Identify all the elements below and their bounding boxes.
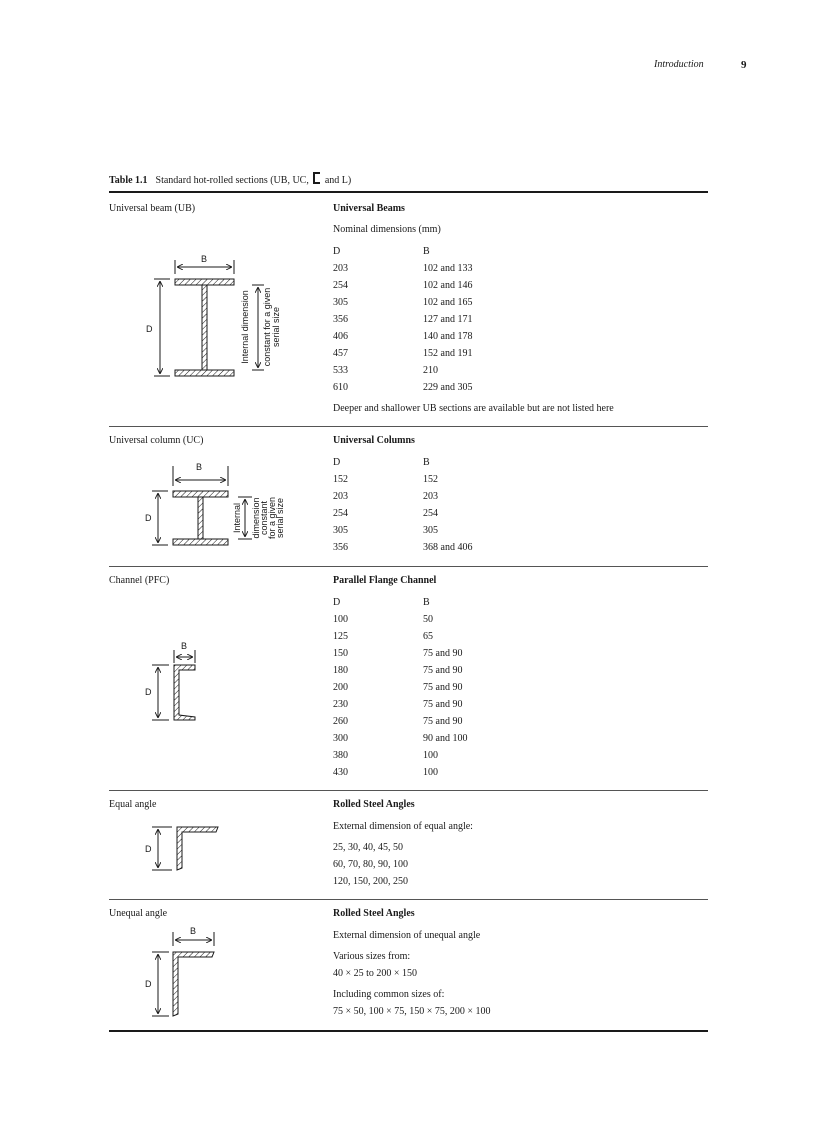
section-name-uc: Universal column (UC) <box>109 435 204 446</box>
cell-b: 127 and 171 <box>423 314 473 325</box>
uc-fig-label-line1: Internal <box>232 502 242 534</box>
cell-b: 65 <box>423 631 433 642</box>
uc-fig-b-label: B <box>196 462 203 472</box>
uc-col-d: D <box>333 457 341 468</box>
running-header-title: Introduction <box>654 59 704 70</box>
uneq-common-label: Including common sizes of: <box>333 989 445 1000</box>
cell-d: 533 <box>333 365 348 376</box>
ub-col-b: B <box>423 246 430 257</box>
cell-b: 90 and 100 <box>423 733 468 744</box>
ub-fig-label-line2: constant for a given <box>262 287 272 367</box>
cell-b: 305 <box>423 525 438 536</box>
cell-b: 100 <box>423 750 438 761</box>
heading-universal-beams: Universal Beams <box>333 203 405 214</box>
cell-b: 75 and 90 <box>423 682 463 693</box>
cell-b: 203 <box>423 491 438 502</box>
uneq-subheading: External dimension of unequal angle <box>333 930 481 941</box>
uneq-fig-b-label: B <box>190 926 197 936</box>
cell-d: 610 <box>333 382 348 393</box>
cell-b: 368 and 406 <box>423 542 473 553</box>
cell-d: 300 <box>333 733 348 744</box>
cell-b: 229 and 305 <box>423 382 473 393</box>
section-divider <box>109 899 708 900</box>
cell-d: 152 <box>333 474 348 485</box>
cell-b: 140 and 178 <box>423 331 473 342</box>
eq-fig-d-label: D <box>145 844 152 854</box>
cell-d: 430 <box>333 767 348 778</box>
pfc-col-b: B <box>423 597 430 608</box>
cell-b: 102 and 165 <box>423 297 473 308</box>
page-number: 9 <box>741 59 747 71</box>
table-label: Table 1.1 <box>109 175 148 186</box>
channel-section-icon <box>313 172 320 184</box>
cell-b: 152 and 191 <box>423 348 473 359</box>
cell-b: 210 <box>423 365 438 376</box>
uc-fig-label-line5: serial size <box>275 497 285 539</box>
table-top-rule <box>109 191 708 193</box>
section-name-equal-angle: Equal angle <box>109 799 157 810</box>
caption-text-before: Standard hot-rolled sections (UB, UC, <box>155 175 309 186</box>
cell-d: 260 <box>333 716 348 727</box>
cell-d: 380 <box>333 750 348 761</box>
heading-rolled-steel-angles-equal: Rolled Steel Angles <box>333 799 415 810</box>
ub-subheading: Nominal dimensions (mm) <box>333 224 441 235</box>
cell-b: 75 and 90 <box>423 665 463 676</box>
cell-d: 457 <box>333 348 348 359</box>
cell-d: 305 <box>333 297 348 308</box>
section-name-pfc: Channel (PFC) <box>109 575 170 586</box>
eq-sizes-line3: 120, 150, 200, 250 <box>333 876 408 887</box>
cell-d: 203 <box>333 263 348 274</box>
eq-subheading: External dimension of equal angle: <box>333 821 473 832</box>
uc-fig-label-line3: constant <box>259 500 269 536</box>
section-divider <box>109 790 708 791</box>
ub-fig-b-label: B <box>201 254 208 264</box>
cell-b: 75 and 90 <box>423 699 463 710</box>
cell-b: 75 and 90 <box>423 648 463 659</box>
heading-universal-columns: Universal Columns <box>333 435 415 446</box>
section-divider <box>109 566 708 567</box>
uneq-common-sizes: 75 × 50, 100 × 75, 150 × 75, 200 × 100 <box>333 1006 491 1017</box>
cell-b: 100 <box>423 767 438 778</box>
cell-d: 125 <box>333 631 348 642</box>
pfc-fig-b-label: B <box>181 641 188 651</box>
channel-diagram <box>140 638 230 728</box>
cell-d: 406 <box>333 331 348 342</box>
cell-d: 254 <box>333 508 348 519</box>
cell-b: 102 and 133 <box>423 263 473 274</box>
eq-sizes-line2: 60, 70, 80, 90, 100 <box>333 859 408 870</box>
unequal-angle-diagram <box>140 926 230 1021</box>
uc-fig-label-line2: dimension <box>251 497 261 539</box>
uc-fig-label-line4: for a given <box>267 496 277 540</box>
cell-d: 150 <box>333 648 348 659</box>
uc-col-b: B <box>423 457 430 468</box>
ub-fig-label-line1: Internal dimension <box>240 290 250 364</box>
cell-d: 230 <box>333 699 348 710</box>
ub-col-d: D <box>333 246 341 257</box>
uneq-range: 40 × 25 to 200 × 150 <box>333 968 418 979</box>
table-bottom-rule <box>109 1030 708 1032</box>
uc-fig-d-label: D <box>145 513 152 523</box>
section-name-ub: Universal beam (UB) <box>109 203 196 214</box>
cell-d: 100 <box>333 614 348 625</box>
pfc-col-d: D <box>333 597 341 608</box>
cell-d: 356 <box>333 314 348 325</box>
caption-text-after: and L) <box>324 175 352 186</box>
ub-fig-label-line3: serial size <box>271 306 281 348</box>
heading-rolled-steel-angles-unequal: Rolled Steel Angles <box>333 908 415 919</box>
pfc-fig-d-label: D <box>145 687 152 697</box>
cell-b: 50 <box>423 614 433 625</box>
cell-d: 180 <box>333 665 348 676</box>
cell-b: 152 <box>423 474 438 485</box>
cell-b: 75 and 90 <box>423 716 463 727</box>
ub-note: Deeper and shallower UB sections are available but are not listed here <box>333 403 614 414</box>
cell-d: 200 <box>333 682 348 693</box>
cell-b: 254 <box>423 508 438 519</box>
section-divider <box>109 426 708 427</box>
cell-d: 203 <box>333 491 348 502</box>
cell-d: 356 <box>333 542 348 553</box>
heading-parallel-flange-channel: Parallel Flange Channel <box>333 575 437 586</box>
universal-column-diagram <box>140 458 310 553</box>
table-caption <box>109 172 351 186</box>
section-name-unequal-angle: Unequal angle <box>109 908 168 919</box>
cell-d: 254 <box>333 280 348 291</box>
equal-angle-diagram <box>140 818 230 878</box>
ub-fig-d-label: D <box>146 324 153 334</box>
eq-sizes-line1: 25, 30, 40, 45, 50 <box>333 842 403 853</box>
cell-d: 305 <box>333 525 348 536</box>
cell-b: 102 and 146 <box>423 280 473 291</box>
uneq-various: Various sizes from: <box>333 951 411 962</box>
universal-beam-diagram <box>140 250 310 385</box>
uneq-fig-d-label: D <box>145 979 152 989</box>
